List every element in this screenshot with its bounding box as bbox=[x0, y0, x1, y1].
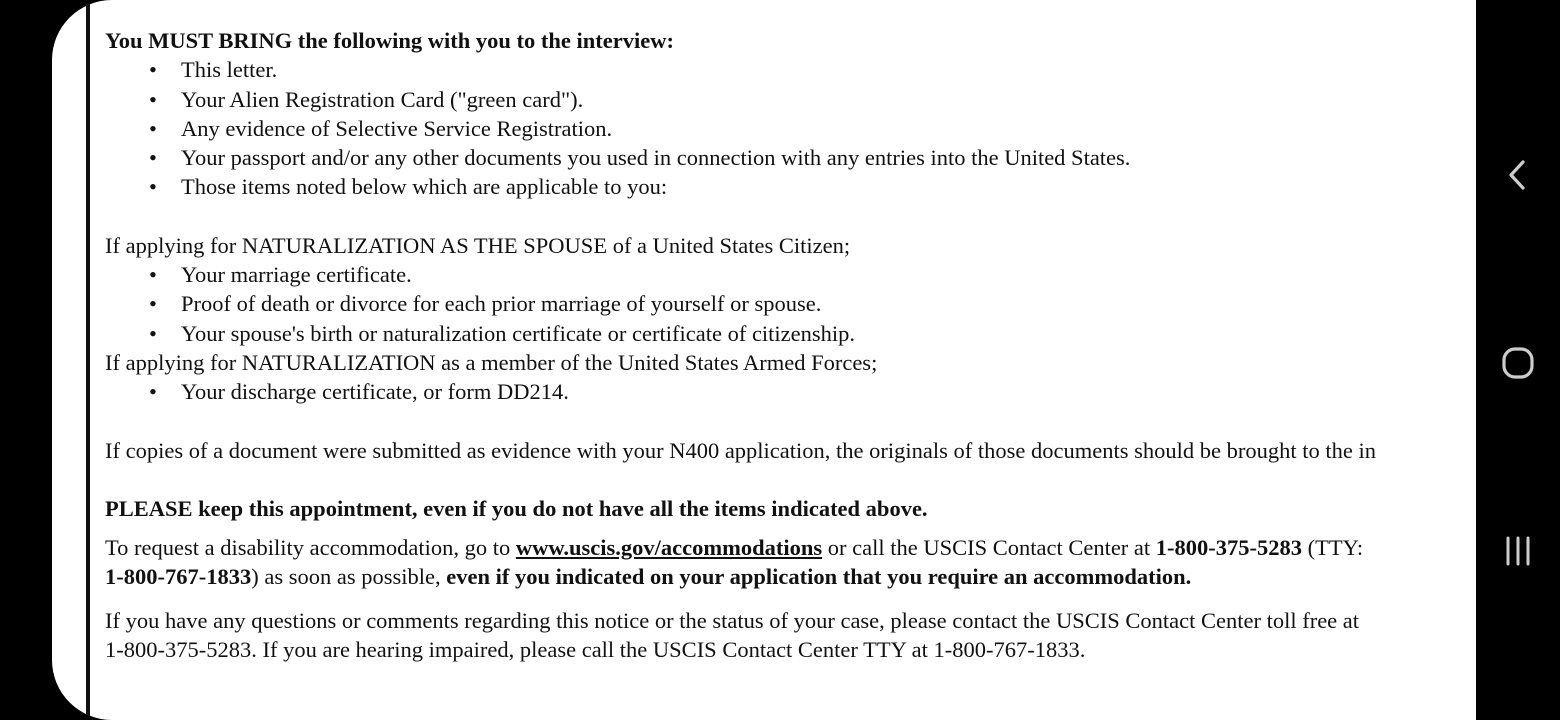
contact-phone: 1-800-375-5283 bbox=[1155, 535, 1303, 561]
tty-phone: 1-800-767-1833 bbox=[105, 564, 252, 590]
list-item: • Your spouse's birth or naturalization certificate or certificate of citizenship. bbox=[105, 319, 1476, 348]
chevron-left-icon[interactable] bbox=[1498, 155, 1538, 195]
list-item: • Proof of death or divorce for each prior marriage of yourself or spouse. bbox=[105, 289, 1476, 318]
rounded-square-icon[interactable] bbox=[1498, 343, 1538, 383]
accommodation-emphasis: even if you indicated on your application that you require an accommodation. bbox=[446, 564, 1192, 590]
list-item: • Your marriage certificate. bbox=[105, 260, 1476, 289]
letter-document bbox=[105, 26, 1476, 664]
list-item: • Your passport and/or any other documents you used in connection with any entries into the United States. bbox=[105, 143, 1476, 172]
spouse-heading: If applying for NATURALIZATION AS THE SPOUSE of a United States Citizen; bbox=[105, 232, 851, 258]
questions-line: If you have any questions or comments regarding this notice or the status of your case, please contact the USCIS Contact Center toll free at bbox=[105, 607, 1360, 633]
bring-list bbox=[105, 55, 1476, 201]
three-bars-icon[interactable] bbox=[1498, 530, 1538, 570]
list-item: • Your Alien Registration Card ("green card"). bbox=[105, 85, 1476, 114]
margin-rule bbox=[86, 0, 90, 720]
bring-heading: You MUST BRING the following with you to the interview: bbox=[105, 28, 674, 53]
armed-forces-list bbox=[105, 377, 1476, 406]
armed-forces-heading: If applying for NATURALIZATION as a member of the United States Armed Forces; bbox=[105, 349, 878, 375]
list-item: • Any evidence of Selective Service Registration. bbox=[105, 114, 1476, 143]
questions-paragraph bbox=[105, 606, 1476, 665]
list-item: • Those items noted below which are applicable to you: bbox=[105, 172, 1476, 201]
document-viewport[interactable] bbox=[52, 0, 1476, 720]
questions-line: 1-800-375-5283. If you are hearing impaired, please call the USCIS Contact Center TTY at 1-800-767-1833. bbox=[105, 637, 1086, 663]
spouse-list bbox=[105, 260, 1476, 348]
copies-paragraph: If copies of a document were submitted as evidence with your N400 application, the originals of those documents should be brought to the in bbox=[105, 437, 1376, 463]
accommodations-link[interactable]: www.uscis.gov/accommodations bbox=[515, 535, 823, 561]
accommodation-paragraph: To request a disability accommodation, go to www.uscis.gov/accommodations or call the USCIS Contact Center at 1-800-375-5283 (TTY: 1-800-767-1833) as soon as possible, even if you indicated on your application that you require an accommodation. bbox=[105, 535, 1364, 590]
list-item: • Your discharge certificate, or form DD214. bbox=[105, 377, 1476, 406]
list-item: • This letter. bbox=[105, 55, 1476, 84]
system-navigation-bar bbox=[1476, 0, 1560, 720]
please-keep-notice: PLEASE keep this appointment, even if you do not have all the items indicated above. bbox=[105, 495, 928, 521]
